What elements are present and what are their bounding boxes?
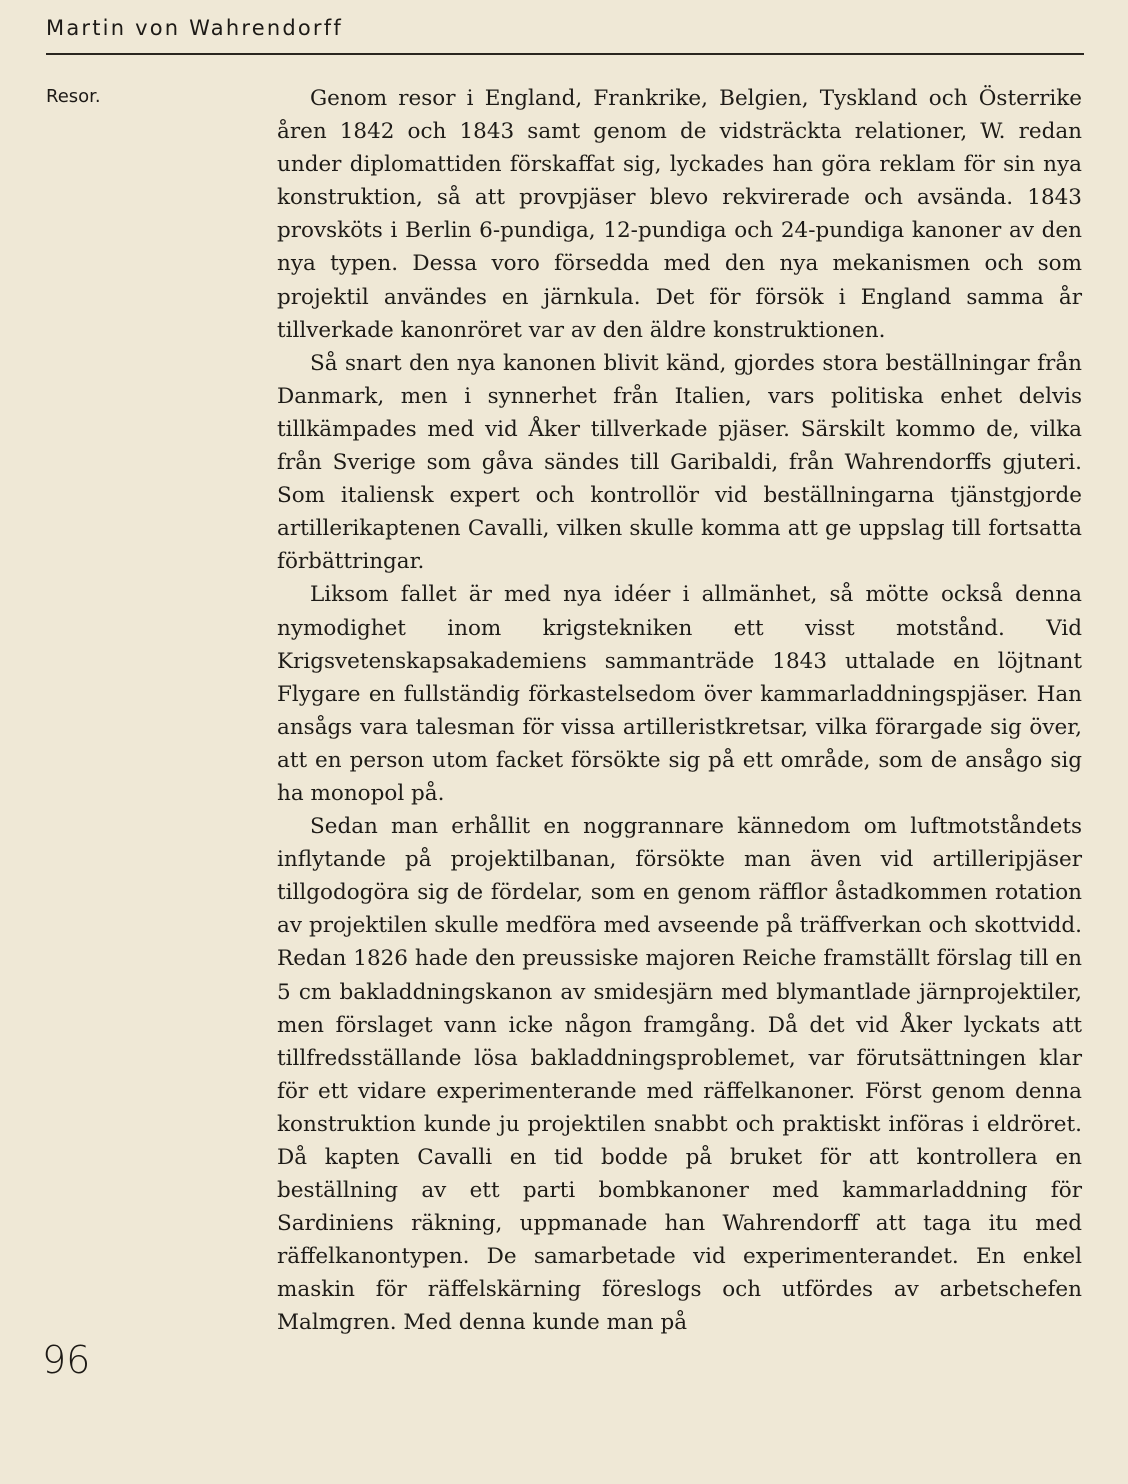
paragraph-2: Så snart den nya kanonen blivit känd, gjordes stora beställningar från Danmark, men i synnerhet från Italien, vars politiska enhet delvis tillkämpades med vid Åker tillverkade pjäser. Särskilt kommo de, vilka från Sverige som gåva sändes till Garibaldi, från Wahrendorffs gjuteri. Som italiensk expert och kontrollör vid beställningarna tjänstgjorde artillerikaptenen Cavalli, vilken skulle komma att ge uppslag till fortsatta förbättringar. (277, 350, 1082, 575)
paragraph-4: Sedan man erhållit en noggrannare kännedom om luftmotståndets inflytande på projektilbanan, försökte man även vid artilleripjäser tillgodogöra sig de fördelar, som en genom räfflor åstadkommen rotation av projektilen skulle medföra med avseende på träffverkan och skottvidd. Redan 1826 hade den preussiske majoren Reiche framställt förslag till en 5 cm bakladdningskanon av smidesjärn med blymantlade järnprojektiler, men förslaget vann icke någon framgång. Då det vid Åker lyckats att tillfredsställande lösa bakladdningsproblemet, var förutsättningen klar för ett vidare experimenterande med räffelkanoner. Först genom denna konstruktion kunde ju projektilen snabbt och praktiskt införas i eldröret. Då kapten Cavalli en tid bodde på bruket för att kontrollera en beställning av ett parti bombkanoner med kammarladdning för Sardiniens räkning, uppmanade han Wahrendorff att taga itu med räffelkanontypen. De samarbetade vid experimenterandet. En enkel maskin för räffelskärning föreslogs och utfördes av arbetschefen Malmgren. Med denna kunde man på (277, 814, 1082, 1336)
paragraph-3: Liksom fallet är med nya idéer i allmänhet, så mötte också denna nymodighet inom krigstekniken ett visst motstånd. Vid Krigsvetenskapsakademiens sammanträde 1843 uttalade en löjtnant Flygare en fullständig förkastelsedom över kammarladdningspjäser. Han ansågs vara talesman för vissa artilleristkretsar, vilka förargade sig över, att en person utom facket försökte sig på ett område, som de ansågo sig ha monopol på. (277, 582, 1082, 806)
body-text (277, 82, 1082, 1340)
running-title: Martin von Wahrendorff (46, 16, 343, 40)
header-rule (46, 53, 1084, 55)
page-number: 96 (42, 1338, 91, 1382)
paragraph-1: Genom resor i England, Frankrike, Belgien, Tyskland och Österrike åren 1842 och 1843 samt genom de vidsträckta relationer, W. redan under diplomattiden förskaffat sig, lyckades han göra reklam för sin nya konstruktion, så att provpjäser blevo rekvirerade och avsända. 1843 provsköts i Berlin 6-pundiga, 12-pundiga och 24-pundiga kanoner av den nya typen. Dessa voro försedda med den nya mekanismen och som projektil användes en järnkula. Det för försök i England samma år tillverkade kanonröret var av den äldre konstruktionen. (277, 86, 1082, 343)
margin-note-resor: Resor. (46, 86, 101, 107)
